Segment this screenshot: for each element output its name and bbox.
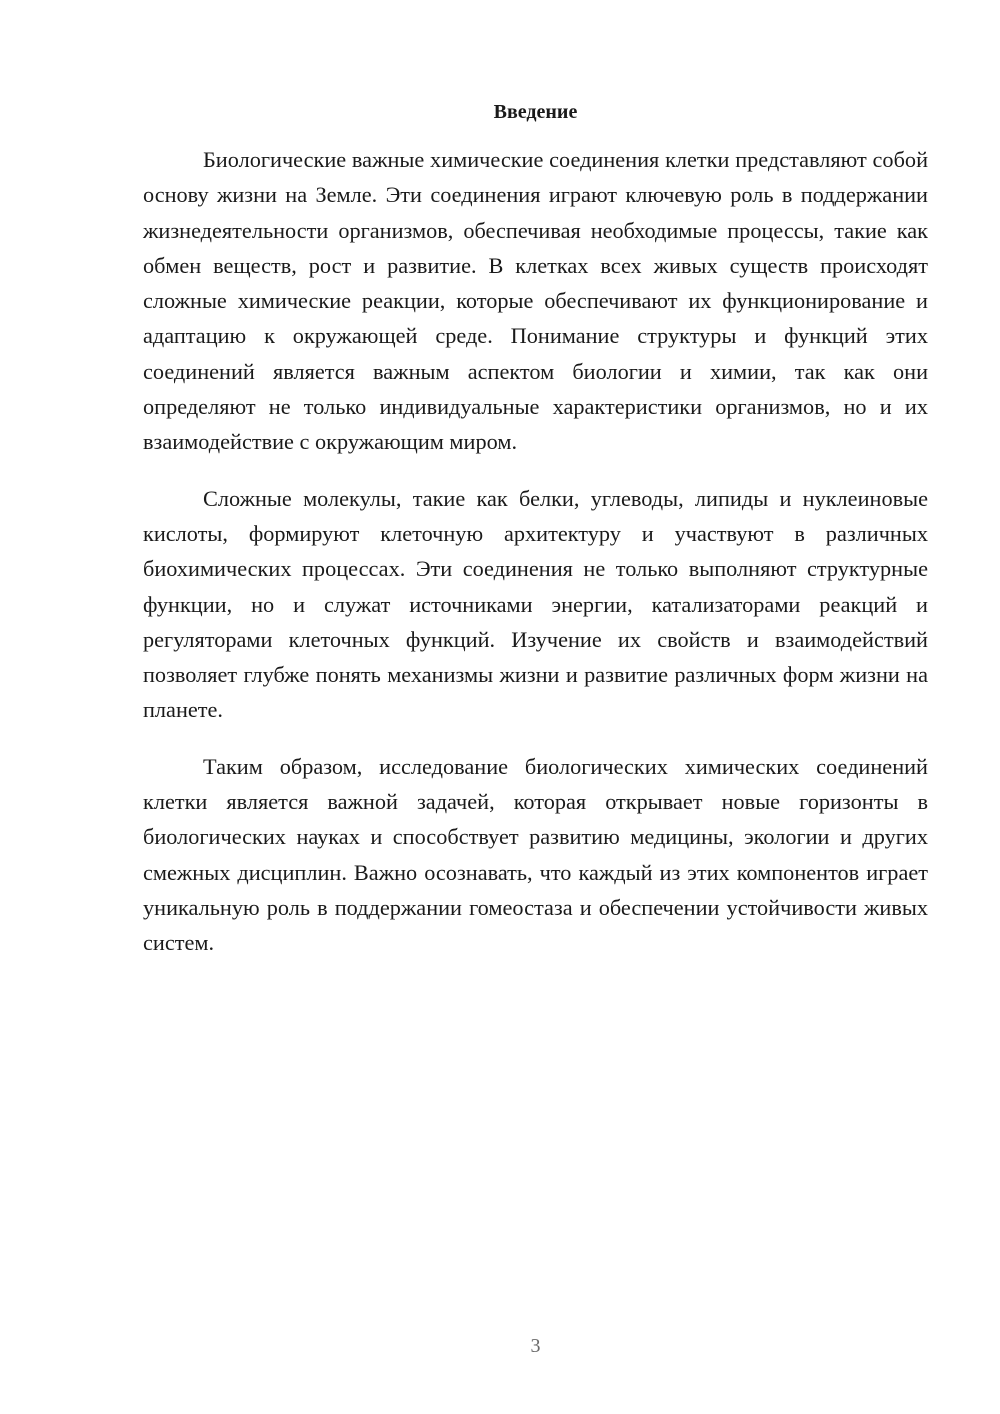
paragraph-1: Биологические важные химические соединения клетки представляют собой основу жизни на Земле. Эти соединения играют ключевую роль в поддержании жизнедеятельности организмов, обеспечивая необходимые процессы, такие как обмен веществ, рост и развитие. В клетках всех живых существ происходят сложные химические реакции, которые обеспечивают их функционирование и адаптацию к окружающей среде. Понимание структуры и функций этих соединений является важным аспектом биологии и химии, так как они определяют не только индивидуальные характеристики организмов, но и их взаимодействие с окружающим миром.	[143, 147, 928, 455]
paragraph-3: Таким образом, исследование биологических химических соединений клетки является важной задачей, которая открывает новые горизонты в биологических науках и способствует развитию медицины, экологии и других смежных дисциплин. Важно осознавать, что каждый из этих компонентов играет уникальную роль в поддержании гомеостаза и обеспечении устойчивости живых систем.	[143, 753, 928, 956]
body-text	[143, 142, 928, 982]
section-heading: Введение	[493, 101, 578, 123]
paragraph-2: Сложные молекулы, такие как белки, углеводы, липиды и нуклеиновые кислоты, формируют клеточную архитектуру и участвуют в различных биохимических процессах. Эти соединения не только выполняют структурные функции, но и служат источниками энергии, катализаторами реакций и регуляторами клеточных функций. Изучение их свойств и взаимодействий позволяет глубже понять механизмы жизни и развитие различных форм жизни на планете.	[143, 485, 928, 723]
page-number: 3	[530, 1335, 541, 1357]
